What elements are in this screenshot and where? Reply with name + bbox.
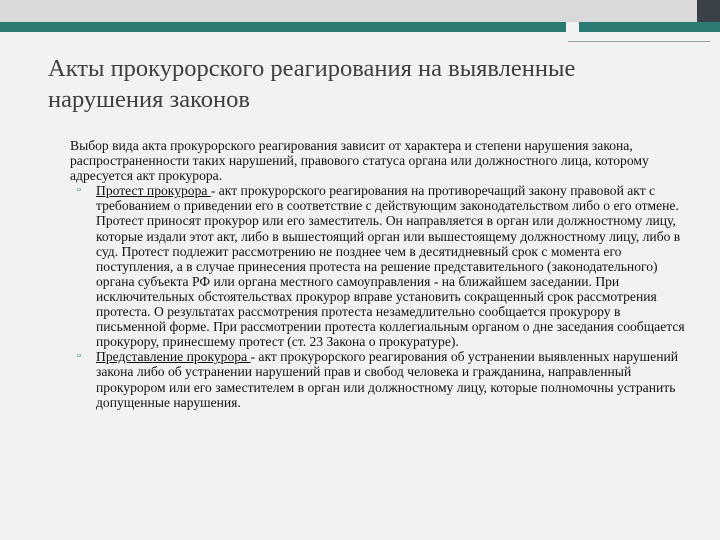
bullet-text-representation: - акт прокурорского реагирования об устранении выявленных нарушений закона либо об устранении нарушений прав и свобод человека и гражданина, направленный прокурором или его заместителем в орган или должностному лицу, которые полномочны устранить допущенные нарушения. xyxy=(96,349,679,410)
slide-content xyxy=(70,138,690,410)
intro-paragraph: Выбор вида акта прокурорского реагирования зависит от характера и степени нарушения закона, распространенности таких нарушений, правового статуса органа или должностного лица, которому адресуется акт прокурора. xyxy=(70,138,649,184)
slide-title-line-2: нарушения законов xyxy=(48,86,250,113)
teal-accent-bar-right xyxy=(579,22,720,32)
bullet-item-protest xyxy=(70,183,690,349)
bullet-term-protest: Протест прокурора xyxy=(96,183,211,199)
slide-title-line-1: Акты прокурорского реагирования на выявленные xyxy=(48,55,576,82)
teal-accent-bar-left xyxy=(0,22,566,32)
bullet-marker-icon: ▫ xyxy=(77,350,81,363)
bullet-item-representation xyxy=(70,349,690,409)
bullet-text-protest: - акт прокурорского реагирования на противоречащий закону правовой акт с требованием о приведении его в соответствие с действующим законодательством либо о его отмене. Протест приносят прокурор или его заместитель. Он направляется в орган или должностному лицу, которые издали этот акт, либо в вышестоящий орган или вышестоящему должностному лицу, либо в суд. Протест подлежит рассмотрению не позднее чем в десятидневный срок с момента его поступления, а в случае принесения протеста на решение представительного (законодательного) органа субъекта РФ или органа местного самоуправления - на ближайшем заседании. При исключительных обстоятельствах прокурор вправе установить сокращенный срок рассмотрения протеста. О результатах рассмотрения протеста незамедлительно сообщается прокурору в письменной форме. При рассмотрении протеста коллегиальным органом о дне заседания сообщается прокурору, принесшему протест (ст. 23 Закона о прокуратуре). xyxy=(96,183,685,350)
bullet-list xyxy=(70,183,690,409)
top-decor-bar xyxy=(0,0,697,22)
slide-title xyxy=(48,53,688,115)
bullet-term-representation: Представление прокурора xyxy=(96,349,251,365)
bullet-marker-icon: ▫ xyxy=(77,184,81,197)
top-decor-corner xyxy=(697,0,720,22)
title-rule xyxy=(568,41,710,42)
